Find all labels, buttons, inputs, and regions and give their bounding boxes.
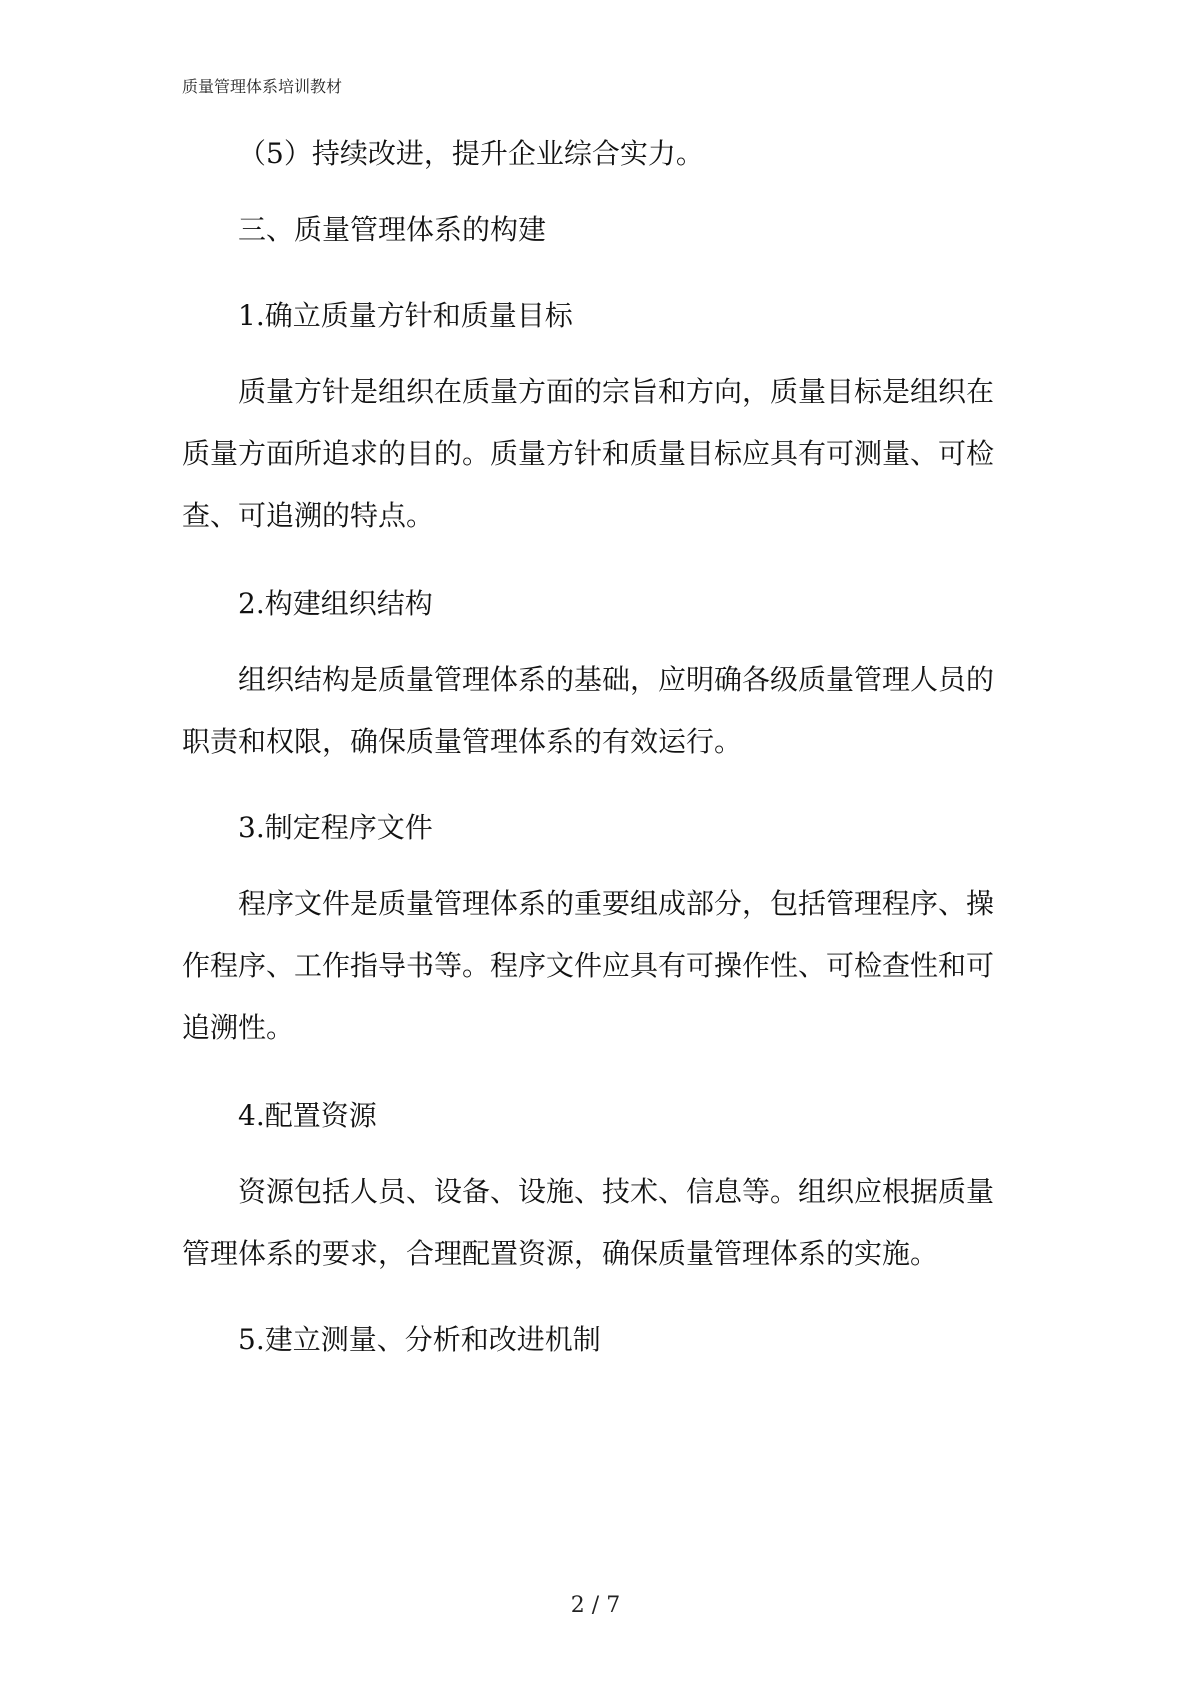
paragraph-3-line-2: 作程序、工作指导书等。程序文件应具有可操作性、可检查性和可 — [182, 949, 995, 982]
paragraph-1-line-2: 质量方面所追求的目的。质量方针和质量目标应具有可测量、可检 — [182, 437, 995, 470]
subheading-4: 4.配置资源 — [238, 1099, 377, 1132]
section-heading-3: 三、质量管理体系的构建 — [238, 213, 547, 246]
paragraph-2-line-2: 职责和权限，确保质量管理体系的有效运行。 — [182, 725, 743, 758]
paragraph-4-line-2: 管理体系的要求，合理配置资源，确保质量管理体系的实施。 — [182, 1237, 939, 1270]
subheading-3: 3.制定程序文件 — [238, 811, 433, 844]
paragraph-2-line-1: 组织结构是质量管理体系的基础，应明确各级质量管理人员的 — [238, 663, 995, 696]
paragraph-3-line-3: 追溯性。 — [182, 1011, 295, 1044]
list-item-5: （5）持续改进，提升企业综合实力。 — [238, 137, 704, 170]
paragraph-3-line-1: 程序文件是质量管理体系的重要组成部分，包括管理程序、操 — [238, 887, 995, 920]
paragraph-1-line-1: 质量方针是组织在质量方面的宗旨和方向，质量目标是组织在 — [238, 375, 995, 408]
page-number: 2 / 7 — [570, 1593, 621, 1618]
paragraph-4-line-1: 资源包括人员、设备、设施、技术、信息等。组织应根据质量 — [238, 1175, 995, 1208]
subheading-5: 5.建立测量、分析和改进机制 — [238, 1323, 601, 1356]
subheading-2: 2.构建组织结构 — [238, 587, 433, 620]
subheading-1: 1.确立质量方针和质量目标 — [238, 299, 573, 332]
paragraph-1-line-3: 查、可追溯的特点。 — [182, 499, 435, 532]
running-header: 质量管理体系培训教材 — [182, 77, 343, 96]
